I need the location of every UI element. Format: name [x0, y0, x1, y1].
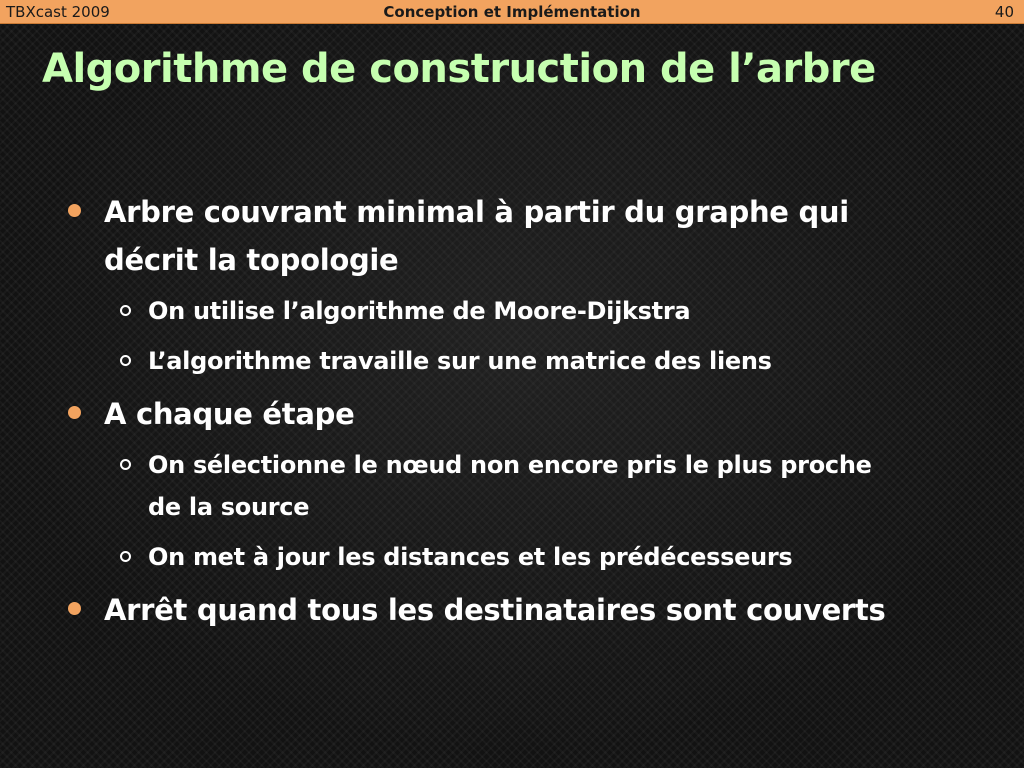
bullet-text: A chaque étape	[104, 397, 355, 431]
bullet-text: Arbre couvrant minimal à partir du graphe qui décrit la topologie	[104, 195, 849, 277]
bullet-item	[68, 188, 968, 284]
sub-bullet-item	[68, 340, 968, 382]
bullet-item	[68, 390, 968, 438]
bullet-dot-icon	[68, 406, 81, 419]
sub-bullet-text: L’algorithme travaille sur une matrice des liens	[148, 347, 772, 375]
header-section-title: Conception et Implémentation	[383, 3, 641, 21]
sub-bullet-item	[68, 536, 968, 578]
bullet-item	[68, 586, 968, 634]
sub-bullet-text: On utilise l’algorithme de Moore-Dijkstra	[148, 297, 691, 325]
header-event-label: TBXcast 2009	[6, 3, 110, 21]
sub-bullet-item	[68, 444, 968, 528]
sub-bullet-circle-icon	[120, 551, 131, 562]
bullet-text: Arrêt quand tous les destinataires sont couverts	[104, 593, 886, 627]
sub-bullet-circle-icon	[120, 355, 131, 366]
sub-bullet-circle-icon	[120, 305, 131, 316]
page-number: 40	[994, 3, 1014, 21]
bullet-list	[68, 188, 968, 640]
sub-bullet-text: On sélectionne le nœud non encore pris le plus proche de la source	[148, 451, 872, 521]
header-bar	[0, 0, 1024, 24]
sub-bullet-item	[68, 290, 968, 332]
slide-title: Algorithme de construction de l’arbre	[42, 46, 876, 92]
bullet-dot-icon	[68, 204, 81, 217]
sub-bullet-circle-icon	[120, 459, 131, 470]
sub-bullet-text: On met à jour les distances et les prédécesseurs	[148, 543, 793, 571]
bullet-dot-icon	[68, 602, 81, 615]
